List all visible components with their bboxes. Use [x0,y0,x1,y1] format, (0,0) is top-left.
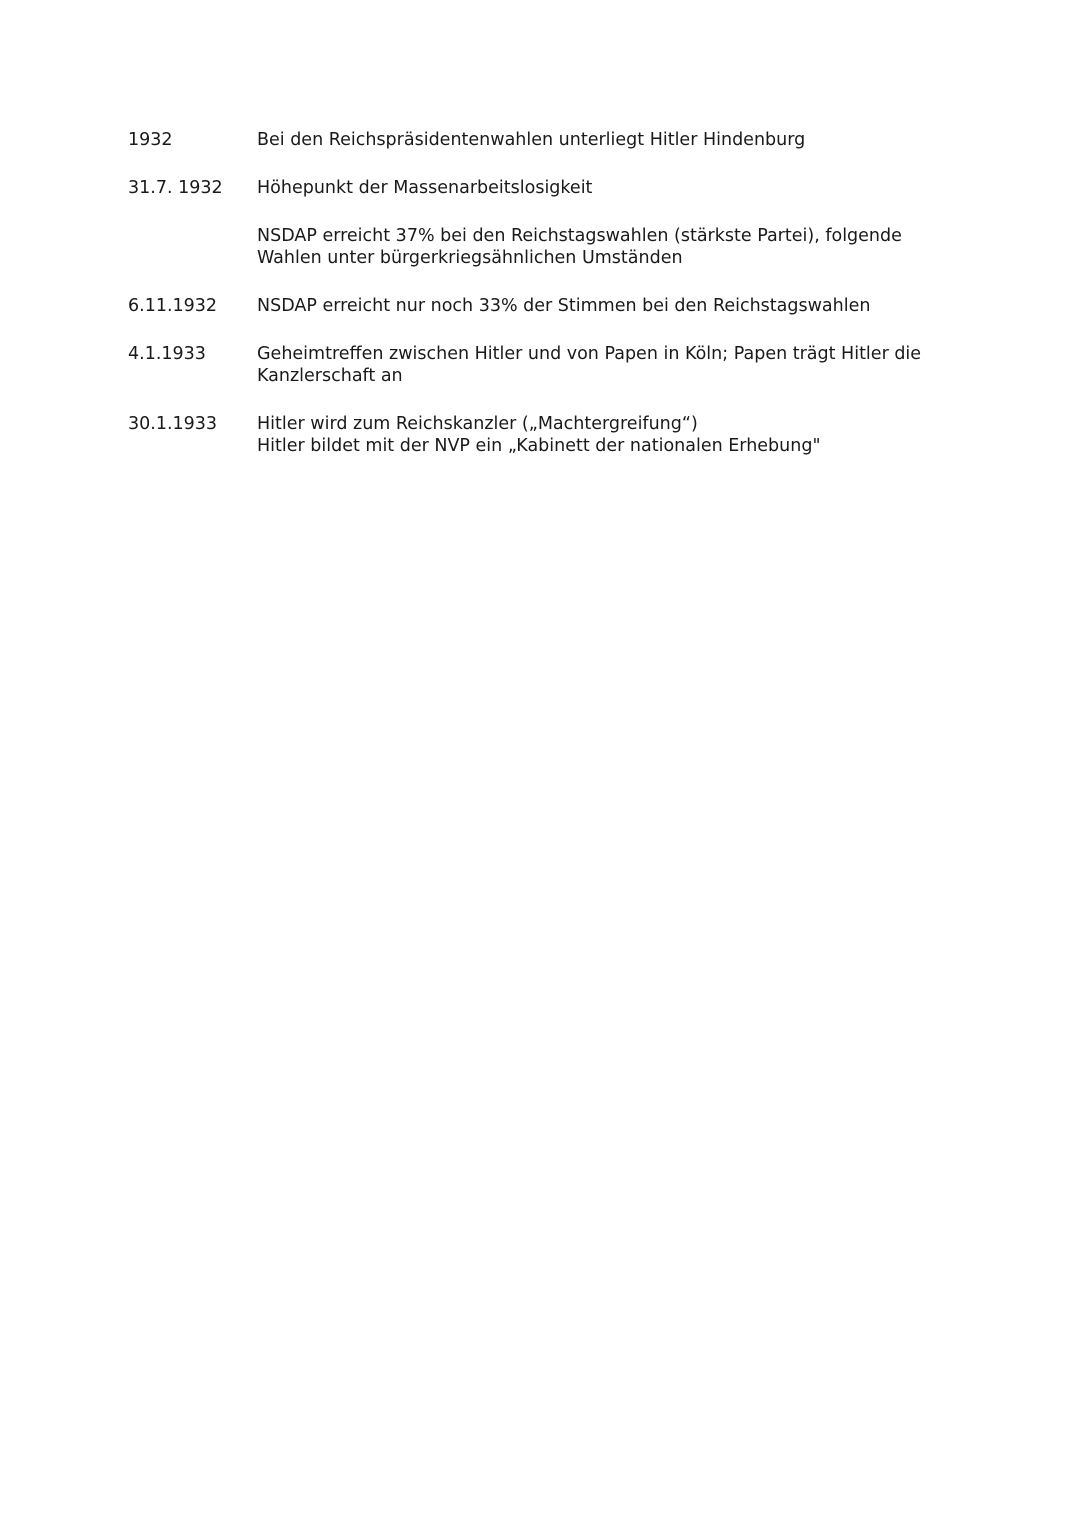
entry-text-line: Wahlen unter bürgerkriegsähnlichen Umständen [257,248,683,268]
entry-text [257,177,948,199]
timeline-entry [128,129,948,151]
entry-date: 6.11.1932 [128,296,218,316]
entry-text-line: Hitler wird zum Reichskanzler („Machtergreifung“) [257,414,698,434]
timeline-entry [128,177,948,199]
entry-date: 31.7. 1932 [128,178,223,198]
entry-text-line: Geheimtreffen zwischen Hitler und von Papen in Köln; Papen trägt Hitler die [257,344,922,364]
entry-date: 4.1.1933 [128,344,206,364]
entry-text [257,129,948,151]
entry-text [257,225,948,269]
timeline-entry [128,343,948,387]
entry-text-line: Kanzlerschaft an [257,366,403,386]
entry-text-line: NSDAP erreicht nur noch 33% der Stimmen bei den Reichstagswahlen [257,296,871,316]
entry-date: 30.1.1933 [128,414,218,434]
entry-text-line: Höhepunkt der Massenarbeitslosigkeit [257,178,593,198]
timeline-entry [128,413,948,457]
entry-text [257,413,948,457]
entry-text [257,295,948,317]
timeline-list [128,129,948,457]
timeline-entry [128,295,948,317]
entry-text-line: Bei den Reichspräsidentenwahlen unterliegt Hitler Hindenburg [257,130,806,150]
entry-text [257,343,948,387]
entry-text-line: NSDAP erreicht 37% bei den Reichstagswahlen (stärkste Partei), folgende [257,226,902,246]
timeline-entry [128,225,948,269]
entry-date: 1932 [128,130,173,150]
entry-text-line: Hitler bildet mit der NVP ein „Kabinett der nationalen Erhebung" [257,436,821,456]
